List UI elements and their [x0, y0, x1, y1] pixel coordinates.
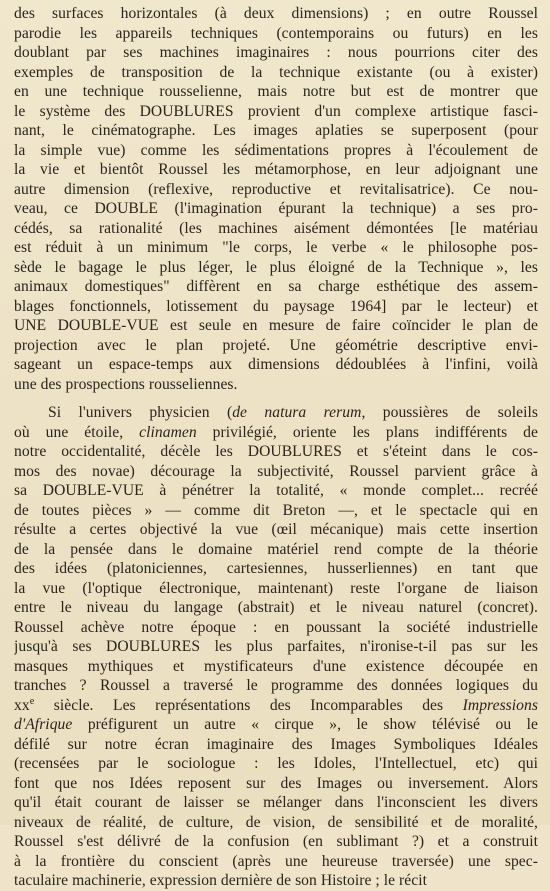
text-line: la vue (l'optique électronique, maintenant) reste l'organe de liaison	[14, 579, 538, 597]
text-line: cédés, sa rationalité (les machines aisément démontées [le matériau	[14, 219, 538, 237]
text-line: jusqu'à ses DOUBLURES les plus parfaites, n'ironise-t-il pas sur les	[14, 638, 538, 655]
text-line: qu'il était courant de laisser se mélanger dans l'inconscient les divers	[14, 794, 538, 811]
text-line: projection avec le plan projeté. Une géométrie descriptive envi-	[14, 336, 538, 354]
text-line: Si l'univers physicien (de natura rerum, poussières de soleils	[48, 404, 538, 421]
text-line: est réduit à un minimum "le corps, le verbe « le philosophe pos-	[14, 239, 538, 256]
text-line: des surfaces horizontales (à deux dimensions) ; en outre Roussel	[14, 5, 538, 22]
text-line: masques mythiques et mystificateurs d'une existence découpée en	[14, 657, 538, 675]
text-line: des idées (platoniciennes, cartesiennes, husserliennes) en tant que	[14, 560, 538, 577]
text-line: une des prospections rousseliennes.	[14, 375, 238, 393]
text-line: doublant par ses machines imaginaires : nous pourrions citer des	[14, 44, 538, 61]
text-line: $xx^e$ siècle. Les représentations des Incomparables des Impressions	[14, 695, 538, 714]
text-line: de toutes pièces » — comme dit Breton —, et le spectacle qui en	[14, 501, 538, 519]
text-line: sède le bagage le plus léger, le plus éloigné de la Technique », les	[14, 258, 538, 276]
text-line: (recensées par le sociologue : les Idoles, l'Intellectuel, etc) qui	[14, 755, 538, 772]
text-line: Roussel achève notre époque : en poussant la société industrielle	[14, 618, 538, 636]
text-line: le système des DOUBLURES provient d'un complexe artistique fasci-	[14, 102, 538, 120]
text-line: d'Afrique préfigurent un autre « cirque », le show télévisé ou le	[14, 716, 538, 733]
text-line: sageant un espace-temps aux dimensions dédoublées à l'infini, voilà	[14, 356, 538, 373]
text-line: UNE DOUBLE-VUE est seule en mesure de faire coïncider le plan de	[14, 317, 538, 334]
text-line: Roussel s'est délivré de la confusion (en sublimant ?) et a construit	[14, 833, 538, 850]
text-line: animaux domestiques" diffèrent en sa charge esthétique des assem-	[14, 278, 538, 295]
text-line: nant, le cinématographe. Les images aplaties se superposent (pour	[14, 122, 538, 139]
text-line: parodie les appareils techniques (contemporains ou futurs) en les	[14, 24, 538, 42]
text-line: autre dimension (reflexive, reproductive et revitalisatrice). Ce nou-	[14, 180, 538, 198]
text-line: notre occidentalité, décèle les DOUBLURES et s'éteint dans le cos-	[14, 443, 538, 460]
text-line: blages fonctionnels, lotissement du paysage 1964] par le lecteur) et	[14, 297, 538, 315]
text-line: veau, ce DOUBLE (l'imagination épurant la technique) a ses pro-	[14, 200, 538, 217]
text-line: sa DOUBLE-VUE à pénétrer la totalité, « monde complet... recréé	[14, 482, 538, 499]
text-line: mos des novae) décourage la subjectivité, Roussel parvient grâce à	[14, 462, 538, 480]
paragraph-1	[14, 4, 538, 394]
text-line: résulte a certes objectivé la vue (œil mécanique) mais cette insertion	[14, 521, 538, 538]
text-line: taculaire machinerie, expression dernière de son Histoire ; le récit	[14, 872, 427, 889]
text-line: tranches ? Roussel a traversé le programme des données logiques du	[14, 677, 538, 694]
text-line: en une technique rousselienne, mais notre but est de montrer que	[14, 83, 538, 100]
text-line: à la frontière du conscient (après une heureuse traversée) une spec-	[14, 852, 538, 870]
text-line: où une étoile, clinamen privilégié, oriente les plans indifférents de	[14, 423, 538, 441]
text-line: font que nos Idées reposent sur des Images ou inversement. Alors	[14, 774, 538, 792]
paragraph-2	[14, 403, 538, 891]
text-line: entre le niveau du langage (abstrait) et le niveau naturel (concret).	[14, 599, 538, 616]
text-line: exemples de transposition de la technique existante (ou à exister)	[14, 63, 538, 81]
text-line: niveaux de réalité, de culture, de vision, de sensibilité et de moralité,	[14, 813, 538, 831]
text-line: la vie et bientôt Roussel les métamorphose, en leur adjoignant une	[14, 161, 538, 178]
text-line: la simple vue) comme les sédimentations propres à l'écoulement de	[14, 141, 538, 159]
text-line: défilé sur notre écran imaginaire des Images Symboliques Idéales	[14, 735, 538, 753]
paragraph-gap	[14, 394, 538, 403]
text-line: de la pensée dans le domaine matériel rend compte de la théorie	[14, 540, 538, 558]
